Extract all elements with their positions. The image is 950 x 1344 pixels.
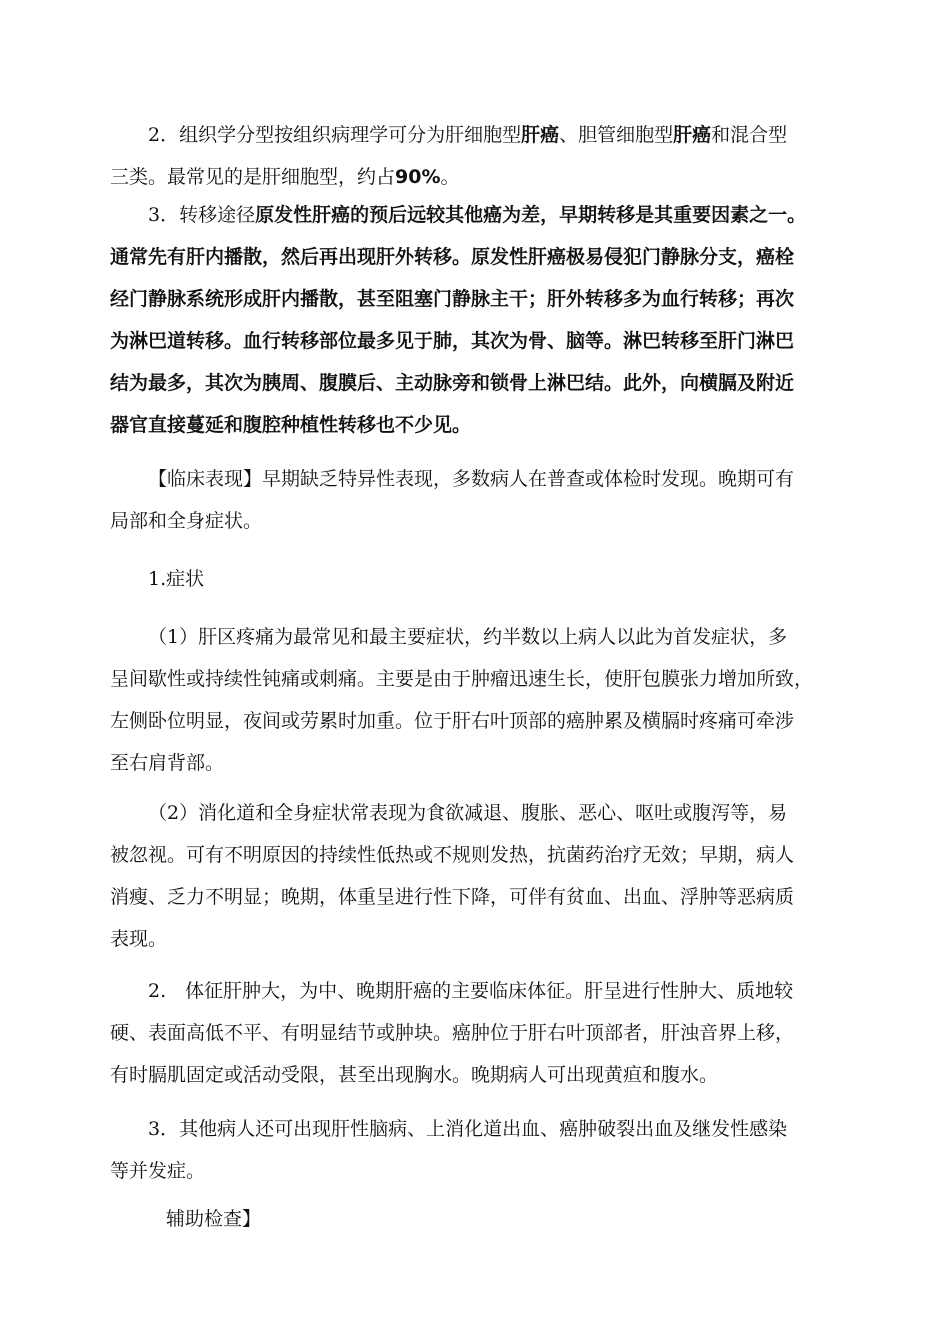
text-line: 左侧卧位明显，夜间或劳累时加重。位于肝右叶顶部的癌肿累及横膈时疼痛可牵涉 — [110, 710, 795, 732]
text-line: 表现。 — [110, 928, 168, 950]
text-line: 经门静脉系统形成肝内播散，甚至阻塞门静脉主干；肝外转移多为血行转移；再次 — [110, 288, 795, 310]
text-segment: （1）肝区疼痛为最常见和最主要症状，约半数以上病人以此为首发症状，多 — [148, 626, 788, 648]
text-segment: 【临床表现】早期缺乏特异性表现，多数病人在普查或体检时发现。晚期可有 — [148, 468, 795, 490]
paragraph-pain — [110, 616, 850, 784]
text-segment: 。 — [440, 166, 460, 188]
bold-term: 肝癌 — [673, 124, 712, 146]
paragraph-complications — [110, 1108, 850, 1192]
text-segment: 和混合型 — [711, 124, 788, 146]
paragraph-signs — [110, 970, 850, 1096]
text-line — [110, 194, 850, 236]
text-line: 等并发症。 — [110, 1160, 206, 1182]
text-line: 结为最多，其次为胰周、腹膜后、主动脉旁和锁骨上淋巴结。此外，向横膈及附近 — [110, 372, 795, 394]
text-line — [110, 114, 850, 156]
text-segment: 2．组织学分型按组织病理学可分为肝细胞型 — [148, 124, 522, 146]
bold-term: 肝癌 — [521, 124, 560, 146]
text-segment: 、胆管细胞型 — [559, 124, 674, 146]
text-line: 器官直接蔓延和腹腔种植性转移也不少见。 — [110, 414, 472, 436]
heading-symptoms — [110, 558, 850, 600]
paragraph-clinical — [110, 458, 850, 542]
paragraph-histology — [110, 114, 850, 198]
text-line — [110, 558, 850, 600]
text-segment: 1.症状 — [148, 568, 205, 590]
text-line: 通常先有肝内播散，然后再出现肝外转移。原发性肝癌极易侵犯门静脉分支，癌栓 — [110, 246, 795, 268]
text-line — [110, 792, 850, 834]
text-line: 为淋巴道转移。血行转移部位最多见于肺，其次为骨、脑等。淋巴转移至肝门淋巴 — [110, 330, 795, 352]
paragraph-digestive — [110, 792, 850, 960]
bold-term: 90% — [395, 166, 441, 188]
text-segment: （2）消化道和全身症状常表现为食欲减退、腹胀、恶心、呕吐或腹泻等，易 — [148, 802, 788, 824]
text-line: 至右肩背部。 — [110, 752, 225, 774]
text-line — [110, 156, 850, 198]
paragraph-metastasis — [110, 194, 850, 446]
text-line: 呈间歇性或持续性钝痛或刺痛。主要是由于肿瘤迅速生长，使肝包膜张力增加所致， — [110, 668, 814, 690]
text-segment: 原发性肝癌的预后远较其他癌为差，早期转移是其重要因素之一。 — [255, 204, 807, 226]
heading-auxiliary-exam — [166, 1198, 906, 1240]
text-line — [110, 1108, 850, 1150]
text-line: 有时膈肌固定或活动受限，甚至出现胸水。晚期病人可出现黄疸和腹水。 — [110, 1064, 719, 1086]
text-segment: 3．转移途径 — [148, 204, 256, 226]
text-segment: 2. 体征肝肿大，为中、晚期肝癌的主要临床体征。肝呈进行性肿大、质地较 — [148, 980, 794, 1002]
text-line: 被忽视。可有不明原因的持续性低热或不规则发热，抗菌药治疗无效；早期，病人 — [110, 844, 795, 866]
text-line — [110, 458, 850, 500]
text-line: 消瘦、乏力不明显；晚期，体重呈进行性下降，可伴有贫血、出血、浮肿等恶病质 — [110, 886, 795, 908]
text-line: 辅助检查】 — [166, 1208, 262, 1230]
text-line — [110, 970, 850, 1012]
text-line — [110, 616, 850, 658]
text-line: 硬、表面高低不平、有明显结节或肿块。癌肿位于肝右叶顶部者，肝浊音界上移， — [110, 1022, 795, 1044]
text-segment: 3．其他病人还可出现肝性脑病、上消化道出血、癌肿破裂出血及继发性感染 — [148, 1118, 788, 1140]
text-segment: 三类。最常见的是肝细胞型，约占 — [110, 166, 396, 188]
text-line: 局部和全身症状。 — [110, 510, 263, 532]
